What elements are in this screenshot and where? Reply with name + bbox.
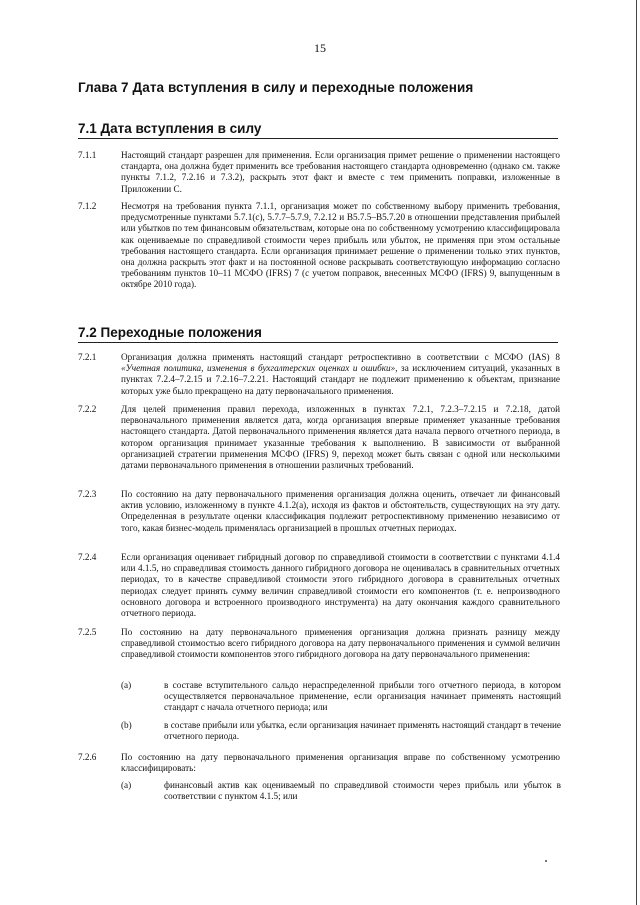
paragraph-7-2-4 <box>78 552 560 619</box>
paragraph-7-2-2 <box>78 404 560 471</box>
section-underline <box>78 138 558 139</box>
page-edge-line <box>636 0 637 905</box>
list-item-text: в составе прибыли или убытка, если организация начинает применять настоящий стандарт в течение отчетного периода. <box>164 720 561 742</box>
paragraph-number: 7.2.1 <box>78 352 97 362</box>
list-item-label: (a) <box>121 780 132 790</box>
paragraph-number: 7.2.4 <box>78 552 97 562</box>
section-title-7-1: 7.1 Дата вступления в силу <box>78 121 262 136</box>
paragraph-7-2-3 <box>78 489 560 534</box>
paragraph-text: По состоянию на дату первоначального применения организация должна признать разницу между справедливой стоимостью всего гибридного договора на дату первоначального применения и суммой величин справедливой стоимости компонентов этого гибридного договора на дату первоначального применения: <box>121 627 560 660</box>
paragraph-7-2-6 <box>78 752 560 774</box>
section-title-7-2: 7.2 Переходные положения <box>78 325 262 340</box>
paragraph-number: 7.2.3 <box>78 489 97 499</box>
paragraph-number: 7.2.6 <box>78 752 97 762</box>
paragraph-number: 7.2.2 <box>78 404 97 414</box>
paragraph-text-part: , за исключением ситуаций, указанных в пунктах 7.2.4–7.2.15 и 7.2.16–7.2.21. Настоящий стандарт не подлежит применению к объектам, признание которых уже было прекращено на дату первоначального применения. <box>121 363 560 396</box>
list-item-b <box>121 720 561 742</box>
paragraph-text: Для целей применения правил перехода, изложенных в пунктах 7.2.1, 7.2.3–7.2.15 и 7.2.18, датой первоначального применения является дата, когда организация впервые применяет указанные требования настоящего стандарта. Датой первоначального применения является дата начала первого отчетного периода, в котором организация принимает указанные требования к выполнению. В зависимости от выбранной организацией стратегии применения МСФО (IFRS) 9, переход может быть связан с одной или несколькими датами первоначального применения в отношении различных требований. <box>121 404 560 471</box>
paragraph-number: 7.2.5 <box>78 627 97 637</box>
section-underline <box>78 342 558 343</box>
paragraph-number: 7.1.2 <box>78 201 97 211</box>
list-item-a <box>121 780 561 802</box>
list-item-a <box>121 680 561 714</box>
list-item-label: (a) <box>121 680 132 690</box>
chapter-title: Глава 7 Дата вступления в силу и переходные положения <box>78 80 474 95</box>
list-item-label: (b) <box>121 720 132 730</box>
paragraph-7-1-2 <box>78 201 560 291</box>
paragraph-7-2-5 <box>78 627 560 661</box>
standard-title-italic: «Учетная политика, изменения в бухгалтерских оценках и ошибки» <box>121 363 396 374</box>
paragraph-number: 7.1.1 <box>78 150 97 160</box>
list-item-text: финансовый актив как оцениваемый по справедливой стоимости через прибыль или убыток в соответствии с пунктом 4.1.5; или <box>164 780 561 802</box>
page-number: 15 <box>314 41 326 55</box>
scan-speck <box>545 860 547 862</box>
paragraph-text: Настоящий стандарт разрешен для применения. Если организация примет решение о применении настоящего стандарта, она должна будет применить все требования настоящего стандарта одновременно (однако см. также пункты 7.1.2, 7.2.16 и 7.3.2), раскрыть этот факт и вместе с тем применить поправки, изложенные в Приложении С. <box>121 150 560 194</box>
paragraph-text: Несмотря на требования пункта 7.1.1, организация может по собственному выбору применить требования, предусмотренные пунктами 5.7.1(c), 5.7.7–5.7.9, 7.2.12 и B5.7.5–B5.7.20 в отношении представления прибылей или убытков по тем финансовым обязательствам, которые она по собственному усмотрению классифицировала как оцениваемые по справедливой стоимости через прибыль или убыток, не применяя при этом остальные требования настоящего стандарта. Если организация принимает решение о применении только этих пунктов, она должна раскрыть этот факт и на постоянной основе раскрывать соответствующую информацию согласно требованиям пунктов 10–11 МСФО (IFRS) 7 (с учетом поправок, внесенных МСФО (IFRS) 9, выпущенным в октябре 2010 года). <box>121 201 560 290</box>
paragraph-text: По состоянию на дату первоначального применения организация должна оценить, отвечает ли финансовый актив условию, изложенному в пункте 4.1.2(a), исходя из фактов и обстоятельств, существующих на эту дату. Определенная в результате оценки классификация подлежит ретроспективному применению независимо от того, какая бизнес-модель применялась организацией в прошлых отчетных периодах. <box>121 489 560 533</box>
paragraph-text <box>121 352 560 397</box>
paragraph-text: Если организация оценивает гибридный договор по справедливой стоимости в соответствии с пунктами 4.1.4 или 4.1.5, но справедливая стоимость данного гибридного договора не оценивалась в сравнительных отчетных периодах, то в качестве справедливой стоимости этого гибридного договора в сравнительных отчетных периодах следует принять сумму величин справедливой стоимости его компонентов (т. е. непроизводного основного договора и встроенного производного инструмента) на дату окончания каждого сравнительного отчетного периода. <box>121 552 560 619</box>
list-item-text: в составе вступительного сальдо нераспределенной прибыли того отчетного периода, в котором осуществляется первоначальное применение, если организация начинает применять настоящий стандарт с начала отчетного периода; или <box>164 680 561 713</box>
paragraph-text-part: Организация должна применять настоящий стандарт ретроспективно в соответствии с МСФО (IAS) 8 <box>121 352 560 362</box>
paragraph-7-1-1 <box>78 150 560 195</box>
paragraph-text: По состоянию на дату первоначального применения организация вправе по собственному усмотрению классифицировать: <box>121 752 560 774</box>
paragraph-7-2-1 <box>78 352 560 397</box>
